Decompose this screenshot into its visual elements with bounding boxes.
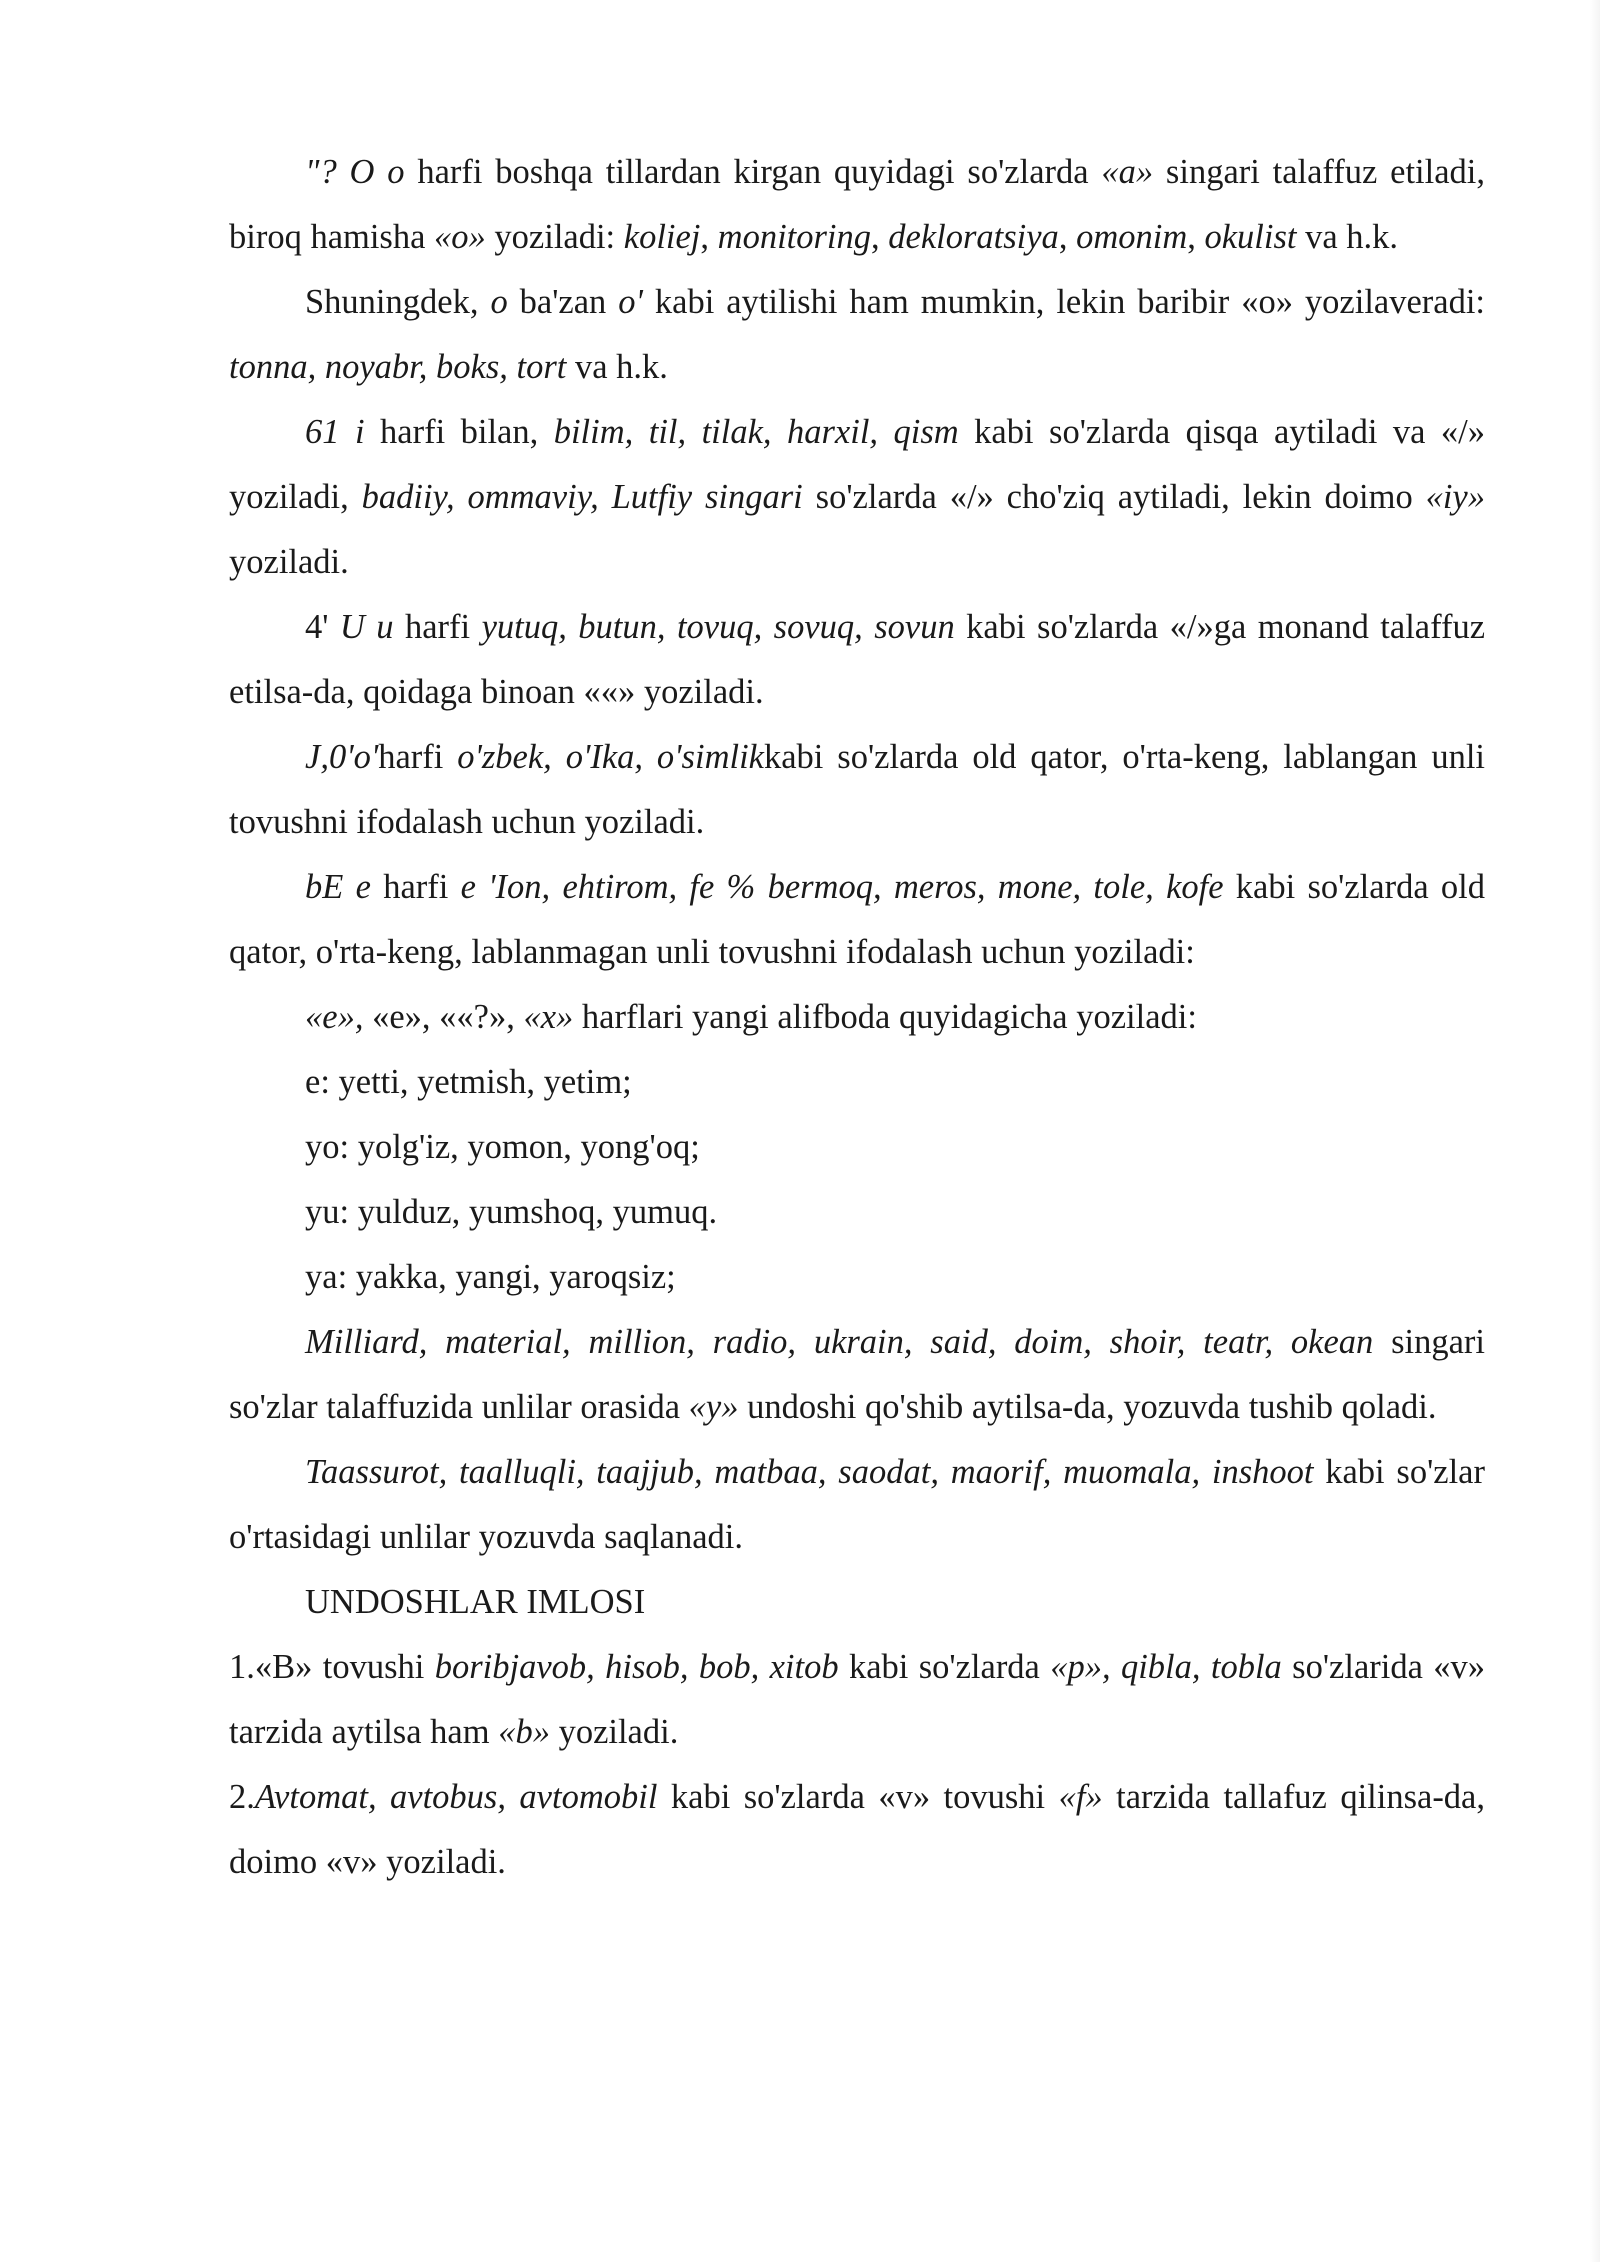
italic-text-segment: dekloratsiya [888,218,1059,256]
italic-text-segment: Avtomat, avtobus, avtomobil [254,1778,658,1816]
text-segment: singari so'zlar talaffuzida unlilar orasida [229,1323,1486,1426]
paragraph-p3 [229,400,1485,595]
text-segment: kabi so'zlarda [838,1648,1051,1686]
paragraph-p8 [229,1440,1485,1570]
paragraph-p4 [229,595,1485,725]
italic-text-segment: «b» [498,1713,550,1751]
paragraph-p1 [229,140,1485,270]
italic-text-segment: boribjavob, hisob, bob, xitob [434,1648,839,1686]
italic-text-segment: J,0'o' [305,738,379,776]
italic-text-segment: koliej [623,218,701,256]
italic-text-segment: U u [339,608,394,646]
text-segment: kabi aytilishi ham mumkin, lekin baribir «o» yozilaveradi: [642,283,1486,321]
text-segment: tarzida tallafuz qilinsa-da, doimo «v» yoziladi. [229,1778,1485,1881]
text-segment: yoziladi. [229,543,349,581]
paragraph-n2 [229,1765,1485,1895]
text-segment: so'zlarda «/» cho'ziq aytiladi, lekin doimo [802,478,1426,516]
text-segment: kabi so'zlarda «v» tovushi [657,1778,1059,1816]
text-segment: yoziladi. [549,1713,679,1751]
italic-text-segment: bE e [305,868,371,906]
italic-text-segment: «y» [688,1388,739,1426]
italic-text-segment: «iy» [1425,478,1485,516]
italic-text-segment: okulist [1204,218,1297,256]
italic-text-segment: badiiy, ommaviy, Lutfiy singari [361,478,803,516]
italic-text-segment: omonim [1076,218,1188,256]
text-segment: harflari yangi alifboda quyidagicha yoziladi: [573,998,1197,1036]
text-segment: kabi so'zlarda old qator, o'rta-keng, lablangan unli tovushni ifodalash uchun yoziladi. [229,738,1485,841]
italic-text-segment: «f» [1058,1778,1103,1816]
italic-text-segment: «e», [305,998,364,1036]
text-segment: , [1187,218,1205,256]
text-segment: va h.k. [1296,218,1399,256]
italic-text-segment: yutuq, butun, tovuq, sovuq, sovun [481,608,955,646]
italic-text-segment: Taassurot, taalluqli, taajjub, matbaa, saodat, maorif, muomala, inshoot [305,1453,1314,1491]
section-heading: UNDOSHLAR IMLOSI [305,1583,646,1621]
italic-text-segment: tonna, noyabr, boks, tort [229,348,567,386]
italic-text-segment: monitoring [717,218,872,256]
list-item: yo: yolg'iz, yomon, yong'oq; [305,1128,700,1166]
text-segment: harfi [370,868,461,906]
text-segment: 4' [305,608,340,646]
italic-text-segment: «a» [1101,153,1154,191]
text-segment: harfi boshqa tillardan kirgan quyidagi so'zlarda [404,153,1102,191]
text-segment: yoziladi: [485,218,624,256]
text-segment: harfi [393,608,482,646]
list-item: yu: yulduz, yumshoq, yumuq. [305,1193,718,1231]
text-segment: Shuningdek, [305,283,491,321]
italic-text-segment: e 'Ion, ehtirom, fe % bermoq, meros, mone, tole, kofe [460,868,1224,906]
paragraphs-before-list [229,140,1485,985]
italic-text-segment: «p», qibla, tobla [1050,1648,1282,1686]
text-segment: va h.k. [566,348,668,386]
text-segment: kabi so'zlar o'rtasidagi unlilar yozuvda saqlanadi. [229,1453,1485,1556]
italic-text-segment: o'zbek, o'Ika, o'simlik [457,738,764,776]
list-intro [229,985,1485,1050]
list-item: e: yetti, yetmish, yetim; [305,1063,632,1101]
page-edge-shadow [1590,0,1600,2262]
italic-text-segment: 61 i [305,413,365,451]
paragraph-p7 [229,1310,1485,1440]
paragraph-p5 [229,725,1485,855]
text-segment: «e», ««?», [363,998,524,1036]
text-segment: kabi so'zlarda old qator, o'rta-keng, lablanmagan unli tovushni ifodalash uchun yoziladi: [229,868,1485,971]
text-segment: harfi bilan, [364,413,554,451]
text-segment: undoshi qo'shib aytilsa-da, yozuvda tushib qoladi. [738,1388,1437,1426]
list-item: ya: yakka, yangi, yaroqsiz; [305,1258,676,1296]
italic-text-segment: o' [618,283,643,321]
text-segment: ba'zan [507,283,619,321]
text-segment: 2. [229,1778,255,1816]
text-segment: , [1058,218,1077,256]
paragraphs-after-list [229,1310,1485,1570]
document-page [229,140,1485,1895]
text-segment: 1.«B» tovushi [229,1648,435,1686]
text-segment: so'zlarida «v» tarzida aytilsa ham [229,1648,1486,1751]
letter-examples-list [229,1050,1485,1310]
paragraph-p2 [229,270,1485,400]
numbered-rules [229,1635,1485,1895]
italic-text-segment: «x» [523,998,574,1036]
text-segment: singari talaffuz etiladi, biroq hamisha [229,153,1485,256]
italic-text-segment: o [490,283,508,321]
text-segment: , [871,218,889,256]
italic-text-segment: «o» [434,218,486,256]
text-segment: kabi so'zlarda «/»ga monand talaffuz etilsa-da, qoidaga binoan ««» yoziladi. [229,608,1486,711]
italic-text-segment: "? O o [305,153,405,191]
italic-text-segment: bilim, til, tilak, harxil, qism [553,413,959,451]
paragraph-n1 [229,1635,1485,1765]
paragraph-p6 [229,855,1485,985]
italic-text-segment: Milliard, material, million, radio, ukrain, said, doim, shoir, teatr, okean [305,1323,1374,1361]
text-segment: harfi [378,738,458,776]
text-segment: , [700,218,718,256]
text-segment: kabi so'zlarda qisqa aytiladi va «/» yoziladi, [229,413,1485,516]
